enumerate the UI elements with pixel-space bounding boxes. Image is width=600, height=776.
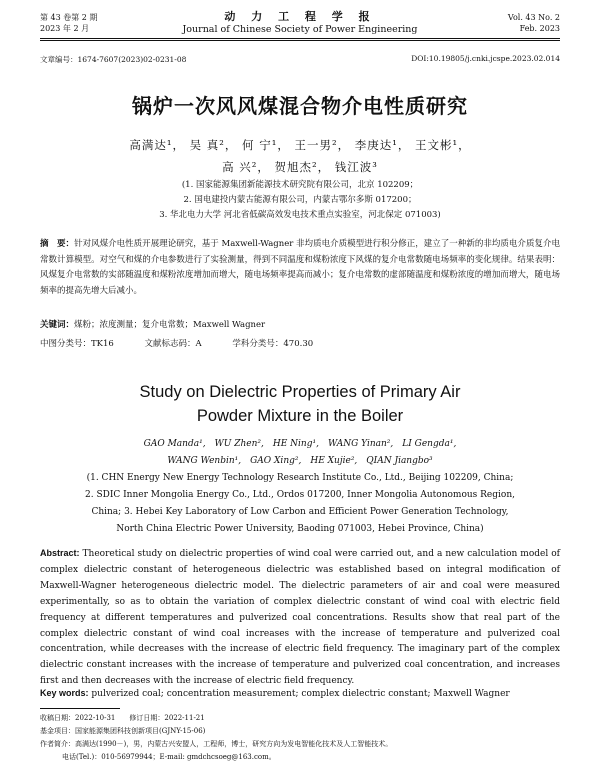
- affiliation-cn-3: 3. 华北电力大学 河北省低碳高效发电技术重点实验室，河北保定 071003): [159, 210, 441, 220]
- title-en-line1: Study on Dielectric Properties of Primary Air: [139, 383, 461, 401]
- footnote-email: 电话(Tel.)：010-56979944；E-mail: gmdchcsoeg@163.com。: [62, 753, 276, 761]
- title-en-line2: Powder Mixture in the Boiler: [196, 407, 404, 425]
- volume-issue: 第 43 卷第 2 期: [40, 13, 98, 22]
- affiliation-cn-1: (1. 国家能源集团新能源技术研究院有限公司，北京 102209；: [181, 180, 419, 190]
- abstract-cn-text: 针对风煤介电性质开展理论研究，基于 Maxwell-Wagner 非均质电介质模型进行积分修正，建立了一种新的非均质电介质复介电常数计算模型。对空气和煤的介电参数进行了实验测量，得到不同温度和煤粉浓度下风煤的复介电常数随电场频率的变化规律。结果表明：风煤复介电常数的实部随温度和煤粉浓度增加而增大，随电场频率提高而减小；复介电常数的虚部随温度和煤粉浓度的增加而增大，随电场频率的提高先增大后减小。: [40, 239, 560, 296]
- authors-cn: [0, 134, 600, 178]
- page-title-cn: 锅炉一次风风煤混合物介电性质研究: [132, 94, 468, 118]
- abstract-cn: [40, 237, 560, 299]
- keywords-en-text: pulverized coal; concentration measurement; complex dielectric constant; Maxwell Wagner: [91, 689, 510, 699]
- affiliation-en-3: China; 3. Hebei Key Laboratory of Low Carbon and Efficient Power Generation Technology,: [91, 507, 509, 517]
- document-code: 文献标志码：A: [144, 339, 202, 349]
- header-rule-bottom: [40, 40, 560, 41]
- keywords-cn-label: 关键词：: [40, 320, 75, 330]
- affiliations-cn: [0, 178, 600, 223]
- journal-name-en: Journal of Chinese Society of Power Engineering: [182, 24, 418, 35]
- journal-header: [40, 10, 560, 38]
- keywords-en: [40, 688, 560, 699]
- issue-date-cn: 2023 年 2 月: [40, 24, 90, 33]
- affiliation-en-4: North China Electric Power University, Baoding 071003, Hebei Province, China): [116, 524, 484, 534]
- article-meta: [40, 54, 560, 65]
- authors-en-row1: GAO Manda¹, WU Zhen², HE Ning¹, WANG Yinan², LI Gengda¹,: [143, 439, 457, 449]
- authors-en-row2: WANG Wenbin¹, GAO Xing², HE Xujie², QIAN Jiangbo³: [167, 455, 433, 466]
- abstract-en-text: Theoretical study on dielectric properties of wind coal were carried out, and a new calculation model of complex dielectric constant of heterogeneous dielectric was established based on integral modification of Maxwell-Wagner heterogeneous dielectric model. The dielectric parameters of air and coal were measured experimentally, so as to obtain the variation of complex dielectric constant of wind coal with electric field frequency at different temperatures and pulverized coal concentrations. Results show that real part of the complex dielectric constant of wind coal increases with the increase of temperature and pulverized coal concentration, while decreases with the increase of electric field frequency. The imaginary part of the complex dielectric constant increases with the increase of temperature and pulverized coal concentration, and increases first and then decreases with the increase of electric field frequency.: [40, 549, 560, 687]
- footnote-fund: 基金项目：国家能源集团科技创新项目(GJNY-15-06): [40, 727, 206, 735]
- header-right: [508, 12, 560, 34]
- volume-issue-en: Vol. 43 No. 2: [507, 13, 560, 22]
- authors-en: [0, 436, 600, 469]
- authors-cn-row2: 高 兴²， 贺旭杰²， 钱江波³: [222, 160, 378, 174]
- affiliation-en-1: (1. CHN Energy New Energy Technology Research Institute Co., Ltd., Beijing 102209, China;: [86, 473, 514, 483]
- affiliation-cn-2: 2. 国电建投内蒙古能源有限公司，内蒙古鄂尔多斯 017200；: [183, 195, 417, 205]
- abstract-en: [40, 546, 560, 690]
- footnote-bio: 作者简介：高满达(1990－)，男，内蒙古兴安盟人，工程师，博士，研究方向为发电智能化技术及人工智能技术。: [40, 740, 393, 748]
- footnote-rule: [40, 708, 120, 709]
- footnote-received: 收稿日期：2022-10-31 修订日期：2022-11-21: [40, 714, 205, 722]
- page-title-en: [0, 380, 600, 428]
- subject-code: 学科分类号：470.30: [232, 339, 314, 349]
- header-rule-top: [40, 38, 560, 39]
- journal-name-cn: 动 力 工 程 学 报: [224, 10, 376, 23]
- affiliation-en-2: 2. SDIC Inner Mongolia Energy Co., Ltd., Ordos 017200, Inner Mongolia Autonomous Region,: [85, 490, 515, 500]
- authors-cn-row1: 高满达¹， 吴 真²， 何 宁¹， 王一男²， 李庚达¹， 王文彬¹，: [129, 138, 471, 152]
- issue-date-en: Feb. 2023: [519, 24, 560, 33]
- keywords-cn: [40, 318, 560, 333]
- doi: DOI:10.19805/j.cnki.jcspe.2023.02.014: [411, 54, 560, 63]
- classification-cn: [40, 337, 560, 349]
- keywords-cn-text: 煤粉；浓度测量；复介电常数；Maxwell Wagner: [74, 320, 266, 330]
- abstract-en-label: Abstract:: [40, 548, 80, 558]
- affiliations-en: [40, 470, 560, 538]
- abstract-cn-label: 摘 要：: [40, 239, 75, 249]
- clc-number: 中图分类号：TK16: [40, 339, 114, 349]
- header-center: [40, 10, 560, 36]
- article-number: 文章编号：1674-7607(2023)02-0231-08: [40, 55, 187, 64]
- footnotes: [40, 712, 560, 764]
- keywords-en-label: Key words:: [40, 688, 89, 698]
